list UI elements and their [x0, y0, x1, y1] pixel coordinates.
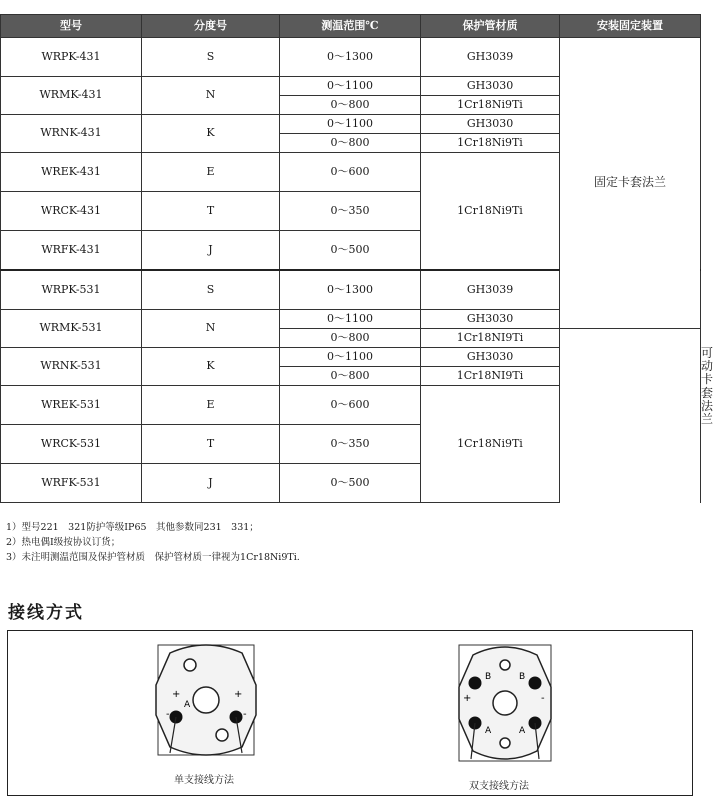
mounting-cell: 固定卡套法兰 — [560, 38, 701, 329]
model-cell: WRMK-531 — [1, 310, 142, 348]
table-row — [1, 38, 701, 77]
model-cell: WREK-531 — [1, 386, 142, 425]
graduation-cell: S — [142, 38, 280, 77]
range-cell: 0～800 — [280, 329, 421, 348]
range-cell: 0～350 — [280, 192, 421, 231]
header-tube-material: 保护管材质 — [421, 15, 560, 38]
material-cell: GH3030 — [421, 310, 560, 329]
model-cell: WRPK-431 — [1, 38, 142, 77]
table-row — [1, 348, 701, 367]
graduation-cell: T — [142, 425, 280, 464]
material-cell: GH3030 — [421, 115, 560, 134]
plus-label: + — [234, 689, 243, 700]
plus-label: + — [463, 693, 472, 704]
terminal-block-icon — [150, 645, 262, 755]
table-header-row — [1, 15, 701, 38]
range-cell: 0～1300 — [280, 270, 421, 310]
material-cell: GH3039 — [421, 38, 560, 77]
range-cell: 0～500 — [280, 231, 421, 271]
graduation-cell: E — [142, 153, 280, 192]
model-cell: WREK-431 — [1, 153, 142, 192]
note-item: 2）热电偶I级按协议订货； — [6, 537, 121, 548]
table-row: WRPK-531 S 0～1300 GH3039 可动卡套法兰 — [1, 270, 701, 310]
terminal-block-icon — [455, 645, 555, 761]
header-graduation: 分度号 — [142, 15, 280, 38]
material-cell: 1Cr18Ni9Ti — [421, 134, 560, 153]
material-cell: 1Cr18NI9Ti — [421, 367, 560, 386]
range-cell: 0～350 — [280, 425, 421, 464]
header-temp-range: 测温范围℃ — [280, 15, 421, 38]
range-cell: 0～800 — [280, 134, 421, 153]
range-cell: 0～800 — [280, 367, 421, 386]
range-cell: 0～800 — [280, 96, 421, 115]
header-mounting: 安装固定装置 — [560, 15, 701, 38]
graduation-cell: K — [142, 348, 280, 386]
material-cell: GH3030 — [421, 77, 560, 96]
graduation-cell: T — [142, 192, 280, 231]
graduation-cell: N — [142, 310, 280, 348]
note-item: 1）型号221 321防护等级IP65 其他参数同231 331； — [6, 522, 259, 533]
terminal-label: A — [519, 726, 526, 736]
terminal-label: B — [485, 672, 492, 682]
double-wiring-diagram — [455, 645, 555, 761]
range-cell: 0～1100 — [280, 77, 421, 96]
single-wiring-diagram — [150, 645, 262, 755]
terminal-label: A — [184, 700, 191, 710]
model-cell: WRCK-531 — [1, 425, 142, 464]
spec-table — [0, 14, 713, 503]
material-cell-shared: 1Cr18Ni9Ti — [421, 386, 560, 503]
range-cell: 0～500 — [280, 464, 421, 503]
model-cell: WRNK-431 — [1, 115, 142, 153]
section-title: 接线方式 — [8, 603, 84, 623]
graduation-cell: N — [142, 77, 280, 115]
wiring-box — [7, 630, 693, 796]
graduation-cell: E — [142, 386, 280, 425]
material-cell: 1Cr18Ni9Ti — [421, 96, 560, 115]
graduation-cell: J — [142, 464, 280, 503]
note-item: 3）未注明测温范围及保护管材质 保护管材质一律视为1Cr18Ni9Ti. — [6, 552, 300, 563]
range-cell: 0～1100 — [280, 348, 421, 367]
model-cell: WRMK-431 — [1, 77, 142, 115]
graduation-cell: S — [142, 270, 280, 310]
terminal-label: B — [519, 672, 526, 682]
double-wiring-caption: 双支接线方法 — [469, 781, 529, 792]
material-cell-shared: 1Cr18Ni9Ti — [421, 153, 560, 271]
minus-label: - — [541, 693, 545, 704]
notes — [6, 520, 300, 565]
graduation-cell: K — [142, 115, 280, 153]
range-cell: 0～600 — [280, 386, 421, 425]
model-cell: WRNK-531 — [1, 348, 142, 386]
graduation-cell: J — [142, 231, 280, 271]
minus-label: - — [166, 709, 170, 720]
plus-label: + — [172, 689, 181, 700]
model-cell: WRFK-531 — [1, 464, 142, 503]
minus-label: - — [243, 709, 247, 720]
range-cell: 0～1100 — [280, 310, 421, 329]
header-model: 型号 — [1, 15, 142, 38]
material-cell: GH3030 — [421, 348, 560, 367]
model-cell: WRCK-431 — [1, 192, 142, 231]
material-cell: GH3039 — [421, 270, 560, 310]
material-cell: 1Cr18NI9Ti — [421, 329, 560, 348]
model-cell: WRFK-431 — [1, 231, 142, 271]
range-cell: 0～600 — [280, 153, 421, 192]
table-row — [1, 464, 701, 503]
range-cell: 0～1100 — [280, 115, 421, 134]
table-row — [1, 386, 701, 425]
terminal-label: A — [485, 726, 492, 736]
model-cell: WRPK-531 — [1, 270, 142, 310]
range-cell: 0～1300 — [280, 38, 421, 77]
table-row — [1, 425, 701, 464]
single-wiring-caption: 单支接线方法 — [174, 775, 234, 786]
